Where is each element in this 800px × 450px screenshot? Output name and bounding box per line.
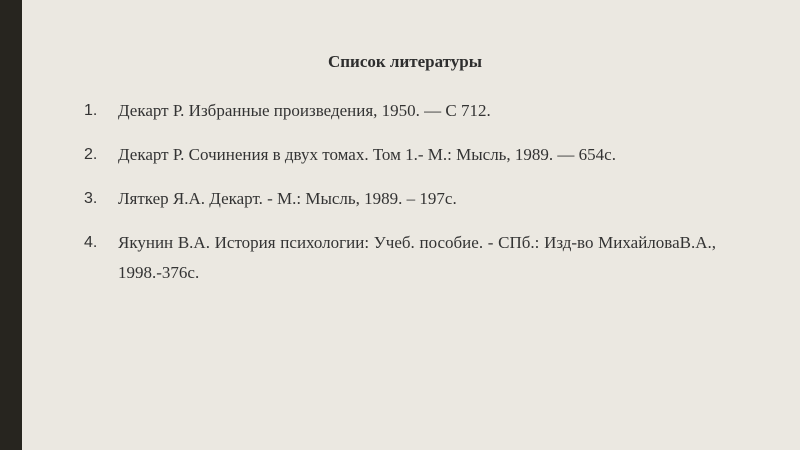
- reference-item-3: [84, 184, 716, 214]
- reference-number: 3.: [84, 190, 98, 207]
- reference-item-2: [84, 140, 716, 170]
- reference-list: [84, 96, 716, 302]
- slide-title: Список литературы: [327, 52, 483, 71]
- reference-text: Ляткер Я.А. Декарт. - М.: Мысль, 1989. – 197с.: [118, 189, 457, 208]
- reference-text: Декарт Р. Избранные произведения, 1950. — С 712.: [118, 101, 491, 120]
- reference-item-1: [84, 96, 716, 126]
- reference-number: 2.: [84, 146, 98, 163]
- reference-number: 1.: [84, 102, 98, 119]
- reference-text: Якунин В.А. История психологии: Учеб. пособие. - СПб.: Изд-во МихайловаВ.А., 1998.-376с.: [118, 233, 716, 282]
- reference-item-4: [84, 228, 716, 288]
- reference-text: Декарт Р. Сочинения в двух томах. Том 1.- М.: Мысль, 1989. — 654с.: [118, 145, 616, 164]
- reference-number: 4.: [84, 234, 98, 251]
